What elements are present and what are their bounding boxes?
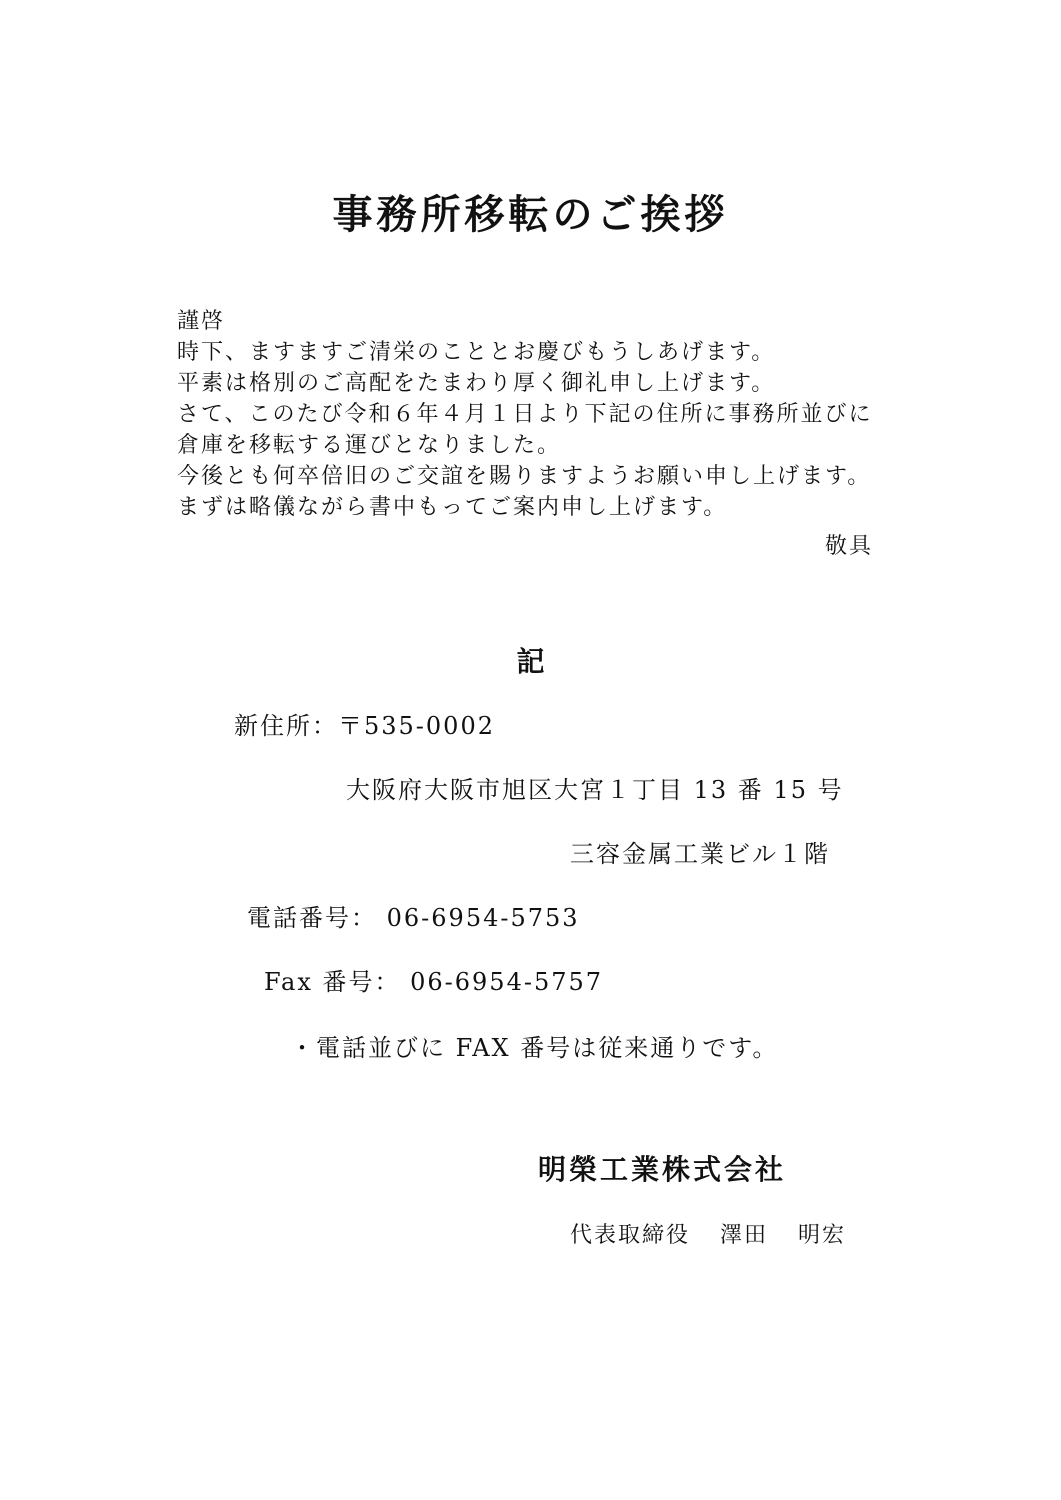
- representative-given-name: 明宏: [798, 1223, 847, 1248]
- body-line: まずは略儀ながら書中もってご案内申し上げます。: [177, 495, 728, 520]
- ki-heading: 記: [516, 645, 545, 678]
- body-line: 時下、ますますご清栄のこととお慶びもうしあげます。: [177, 340, 776, 365]
- closing-remark: 敬具: [824, 534, 873, 559]
- body-line: 倉庫を移転する運びとなりました。: [177, 433, 562, 458]
- address-line-2: 三容金属工業ビル１階: [570, 840, 830, 868]
- company-name: 明榮工業株式会社: [538, 1153, 787, 1186]
- representative-title: 代表取締役: [570, 1223, 691, 1248]
- fax-number: Fax 番号： 06-6954-5757: [264, 968, 604, 996]
- telephone-number: 電話番号： 06-6954-5753: [247, 904, 580, 932]
- numbers-unchanged-note: ・電話並びに FAX 番号は従来通りです。: [290, 1034, 779, 1062]
- new-address-label: 新住所：〒535-0002: [234, 712, 495, 740]
- representative-surname: 澤田: [720, 1223, 769, 1248]
- representative: [570, 1218, 846, 1249]
- letter-body: [177, 306, 897, 523]
- body-line: 今後とも何卒倍旧のご交誼を賜りますようお願い申し上げます。: [177, 464, 872, 489]
- body-line: 平素は格別のご高配をたまわり厚く御礼申し上げます。: [177, 371, 776, 396]
- address-line-1: 大阪府大阪市旭区大宮１丁目 13 番 15 号: [346, 776, 844, 804]
- document-title: 事務所移転のご挨拶: [332, 191, 729, 238]
- salutation: 謹啓: [177, 309, 226, 334]
- body-line: さて、このたび令和６年４月１日より下記の住所に事務所並びに: [177, 402, 873, 427]
